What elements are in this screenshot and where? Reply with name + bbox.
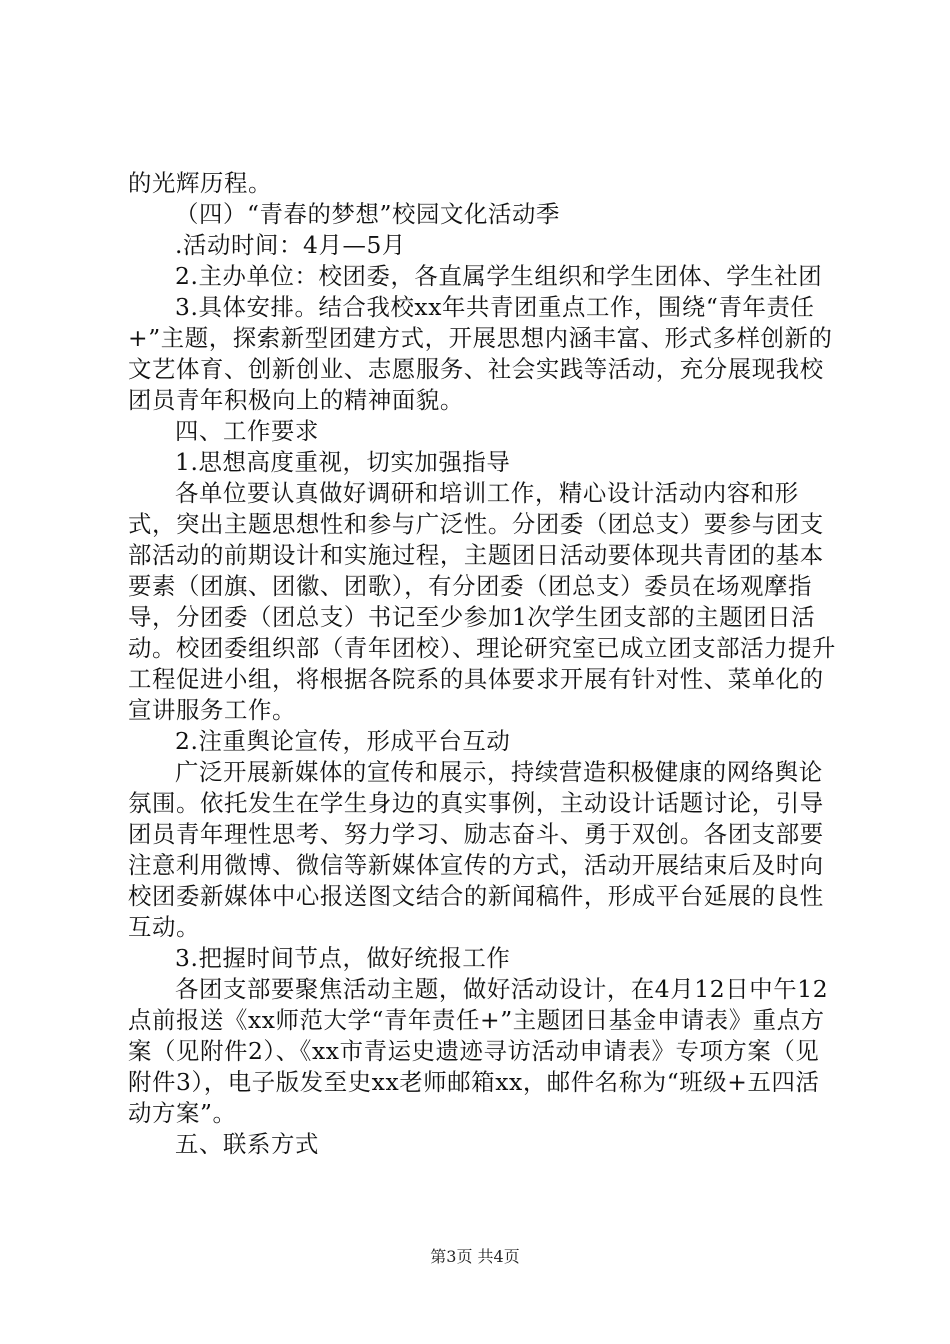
activity-time: .活动时间：4月—5月 [175,231,406,259]
requirement-3-title: 3.把握时间节点，做好统报工作 [175,944,511,972]
paragraph-continuation: 的光辉历程。 [128,169,272,197]
page-number-footer: 第3页 共4页 [430,1247,520,1266]
requirement-3-body: 各团支部要聚焦活动主题，做好活动设计，在4月12日中午12点前报送《xx师范大学“青年责任+”主题团日基金申请表》重点方案（见附件2）、《xx市青运史遗迹寻访活动申请表》专项方案（见附件3），电子版发至史xx老师邮箱xx，邮件名称为“班级+五四活动方案”。 [128,975,829,1127]
section-heading-work-requirements: 四、工作要求 [175,417,319,445]
requirement-2-title: 2.注重舆论宣传，形成平台互动 [175,727,511,755]
requirement-1-title: 1.思想高度重视，切实加强指导 [175,448,511,476]
section-heading-4: （四）“青春的梦想”校园文化活动季 [175,200,560,228]
organizer: 2.主办单位：校团委，各直属学生组织和学生团体、学生社团 [175,262,823,290]
document-body [128,168,840,1160]
arrangement: 3.具体安排。结合我校xx年共青团重点工作，围绕“青年责任+”主题，探索新型团建方式，开展思想内涵丰富、形式多样创新的文艺体育、创新创业、志愿服务、社会实践等活动，充分展现我校团员青年积极向上的精神面貌。 [128,293,833,414]
requirement-2-body: 广泛开展新媒体的宣传和展示，持续营造积极健康的网络舆论氛围。依托发生在学生身边的真实事例，主动设计话题讨论，引导团员青年理性思考、努力学习、励志奋斗、勇于双创。各团支部要注意利用微博、微信等新媒体宣传的方式，活动开展结束后及时向校团委新媒体中心报送图文结合的新闻稿件，形成平台延展的良性互动。 [128,758,824,941]
section-heading-contact: 五、联系方式 [175,1130,319,1158]
requirement-1-body: 各单位要认真做好调研和培训工作，精心设计活动内容和形式，突出主题思想性和参与广泛性。分团委（团总支）要参与团支部活动的前期设计和实施过程，主题团日活动要体现共青团的基本要素（团旗、团徽、团歌），有分团委（团总支）委员在场观摩指导，分团委（团总支）书记至少参加1次学生团支部的主题团日活动。校团委组织部（青年团校）、理论研究室已成立团支部活力提升工程促进小组，将根据各院系的具体要求开展有针对性、菜单化的宣讲服务工作。 [128,479,837,724]
